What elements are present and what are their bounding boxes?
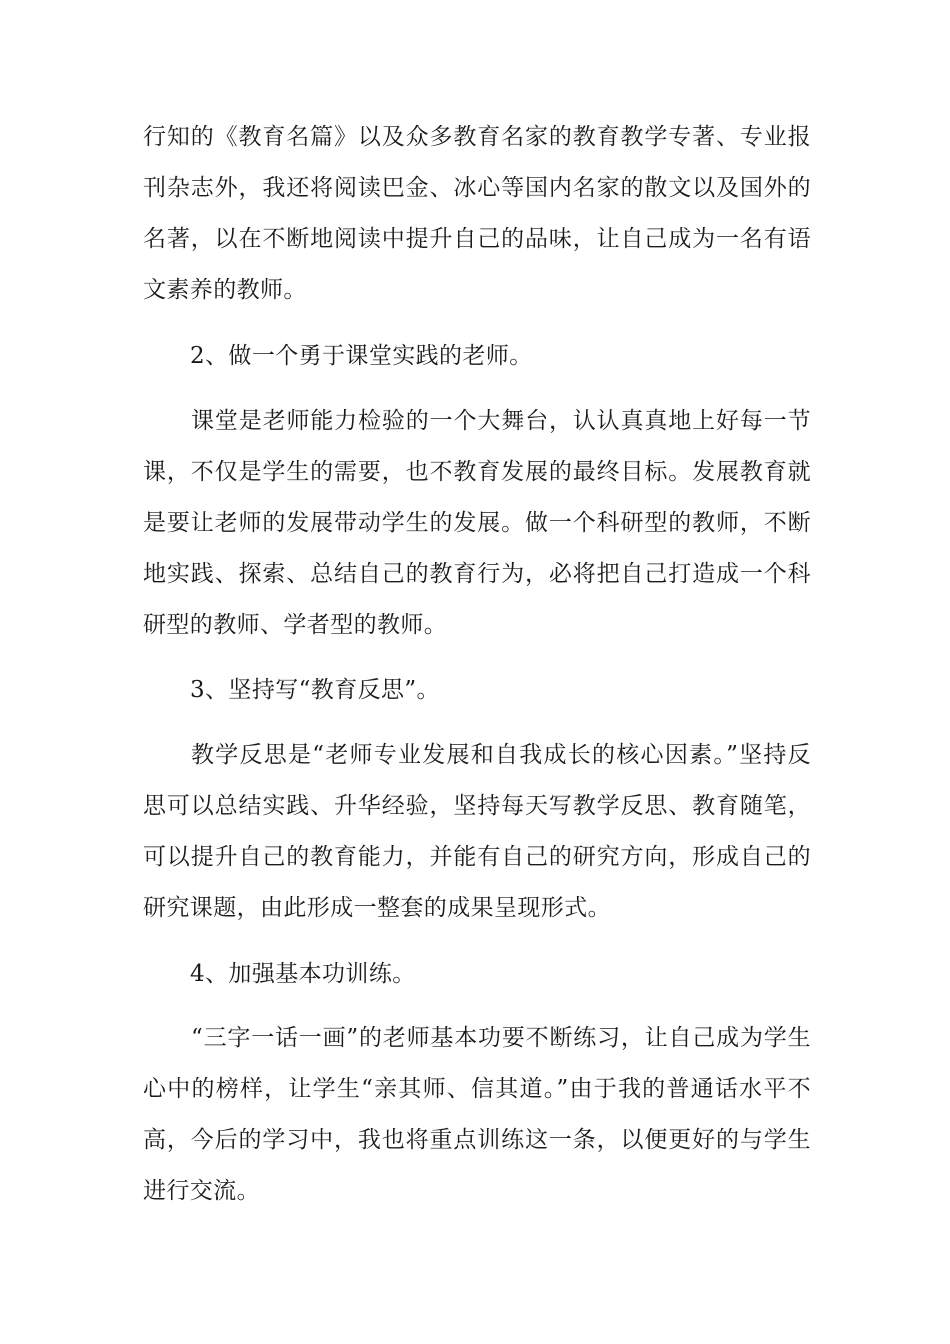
section-heading-2: 2、做一个勇于课堂实践的老师。 [190,343,533,369]
paragraph-teaching-reflection: 教学反思是“老师专业发展和自我成长的核心因素。”坚持反思可以总结实践、升华经验，坚持每天写教学反思、教育随笔，可以提升自己的教育能力，并能有自己的研究方向，形成自己的研究课题，由此形成一整套的成果呈现形式。 [143,742,811,921]
section-heading-3: 3、坚持写“教育反思”。 [190,677,440,703]
paragraph-classroom-practice: 课堂是老师能力检验的一个大舞台，认认真真地上好每一节课，不仅是学生的需要，也不教育发展的最终目标。发展教育就是要让老师的发展带动学生的发展。做一个科研型的教师，不断地实践、探索、总结自己的教育行为，必将把自己打造成一个科研型的教师、学者型的教师。 [143,408,811,638]
paragraph-basic-skills: “三字一话一画”的老师基本功要不断练习，让自己成为学生心中的榜样，让学生“亲其师、信其道。”由于我的普通话水平不高，今后的学习中，我也将重点训练这一条，以便更好的与学生进行交流。 [143,1025,811,1204]
section-heading-4: 4、加强基本功训练。 [190,961,416,987]
paragraph-intro-continuation: 行知的《教育名篇》以及众多教育名家的教育教学专著、专业报刊杂志外，我还将阅读巴金、冰心等国内名家的散文以及国外的名著，以在不断地阅读中提升自己的品味，让自己成为一名有语文素养的教师。 [143,124,811,303]
